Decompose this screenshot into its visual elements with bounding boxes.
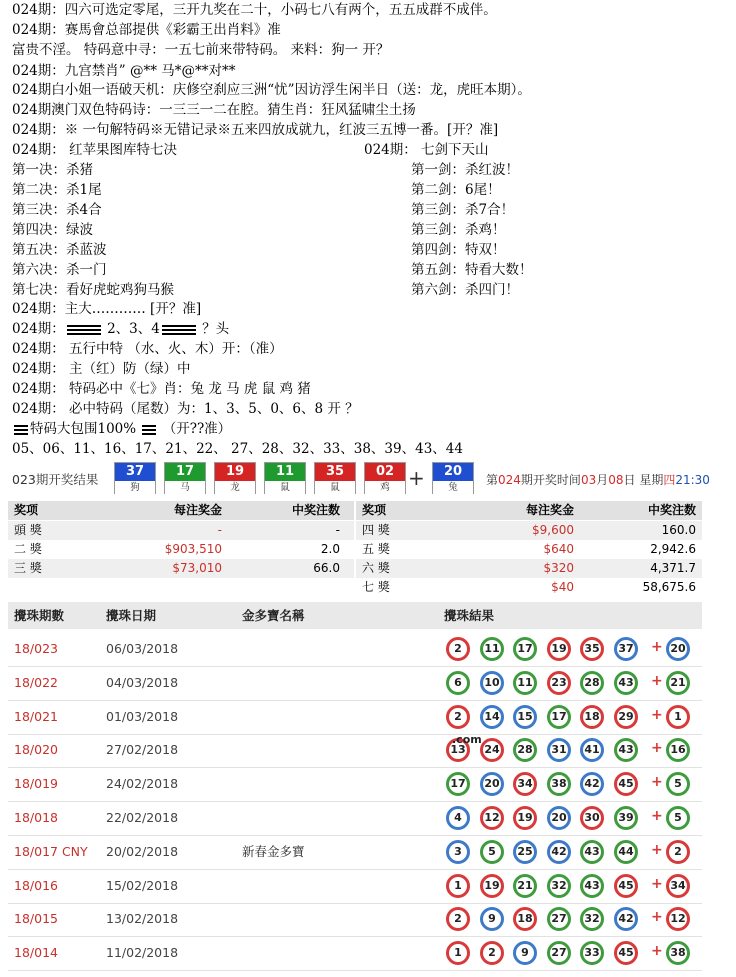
result-ball: 43 <box>614 738 638 762</box>
special-result-ball: 20 <box>666 637 690 661</box>
text-line: 富贵不淫。 特码意中寻：一五七前来带特码。 来料：狗一 开？ <box>12 42 390 58</box>
prize-header-cell: 中奖注数 <box>291 503 340 517</box>
prize-amount: $73,010 <box>172 561 222 575</box>
ball-zodiac: 鸡 <box>365 481 405 494</box>
history-row <box>8 835 702 870</box>
result-ball: 2 <box>446 907 470 931</box>
next-text: 月 <box>596 473 609 487</box>
result-ball: 25 <box>513 840 537 864</box>
result-ball: 30 <box>580 806 604 830</box>
row-period: 18/020 <box>14 742 58 758</box>
right-list-item: 第六剑：杀四门！ <box>411 282 519 298</box>
result-ball: 1 <box>446 874 470 898</box>
row-date: 15/02/2018 <box>106 877 179 893</box>
censor-bar <box>14 425 28 435</box>
history-row <box>8 767 702 802</box>
plus-sign: + <box>651 808 663 824</box>
right-list-item: 第四剑：特双！ <box>411 242 506 258</box>
prize-amount: $903,510 <box>164 542 222 556</box>
result-ball: 2 <box>446 705 470 729</box>
result-ball: 43 <box>580 874 604 898</box>
result-ball: 43 <box>580 840 604 864</box>
result-ball: 21 <box>513 874 537 898</box>
left-list-item: 第五决：杀蓝波 <box>12 242 107 258</box>
row-period: 18/023 <box>14 641 58 656</box>
draw-ball <box>214 462 256 494</box>
prize-name: 四 獎 <box>362 523 390 537</box>
next-period: 024 <box>498 473 521 487</box>
result-ball: 17 <box>513 637 537 661</box>
draw-title: 023期开奖结果 <box>12 472 99 487</box>
text-line: 024期：※ 一句解特码※无错记录※五来四放成就九，红波三五博一番。[开？准] <box>12 122 499 138</box>
special-result-ball: 1 <box>666 705 690 729</box>
prize-header-cell: 每注奖金 <box>525 503 574 517</box>
left-list-item: 第六决：杀一门 <box>12 262 107 278</box>
result-ball: 9 <box>513 941 537 965</box>
result-ball: 29 <box>614 705 638 729</box>
prize-header-cell: 奖项 <box>362 503 387 517</box>
text-line-bao <box>12 419 231 439</box>
special-result-ball: 5 <box>666 772 690 796</box>
ball-number: 02 <box>365 463 405 481</box>
result-ball: 17 <box>547 705 571 729</box>
row-date: 04/03/2018 <box>106 674 179 690</box>
right-column-title: 024期： 七剑下天山 <box>364 142 489 158</box>
result-ball: 34 <box>513 772 537 796</box>
text-line-head <box>12 319 229 339</box>
next-weekday: 四 <box>663 473 676 487</box>
result-ball: 33 <box>580 941 604 965</box>
special-result-ball: 16 <box>666 738 690 762</box>
left-list-item: 第一决：杀猪 <box>12 162 93 178</box>
special-result-ball: 21 <box>666 671 690 695</box>
result-ball: 23 <box>547 671 571 695</box>
plus-sign: + <box>651 706 663 723</box>
text-line: 024期： 主（红）防（绿）中 <box>12 361 191 377</box>
result-ball: 11 <box>513 671 537 695</box>
special-result-ball: 38 <box>666 941 690 965</box>
ball-number: 11 <box>265 463 305 481</box>
history-row <box>8 902 702 937</box>
text-line: 024期白小姐一语破天机：庆修空刹应三洲“忧”因访浮生闲半日（送：龙，虎旺本期）。 <box>12 82 531 98</box>
result-ball: 2 <box>446 637 470 661</box>
next-text: 第 <box>486 473 499 487</box>
header-date: 攪珠日期 <box>106 608 157 623</box>
plus-sign: + <box>651 943 663 960</box>
text-line: 024期澳门双色特码诗：一三三一二在腔。猜生肖：狂风猛啸尘土扬 <box>12 102 416 118</box>
row-period: 18/022 <box>14 674 58 690</box>
result-ball: 32 <box>580 907 604 931</box>
ball-zodiac: 龙 <box>215 481 255 494</box>
draw-ball <box>314 462 356 494</box>
special-result-ball: 5 <box>666 806 690 830</box>
prize-name: 頭 獎 <box>14 523 42 537</box>
bao-note: （开??准） <box>162 421 232 437</box>
result-ball: 31 <box>547 738 571 762</box>
result-ball: 6 <box>446 671 470 695</box>
prize-name: 七 獎 <box>362 580 390 594</box>
prize-row <box>8 559 354 578</box>
result-ball: 37 <box>614 637 638 661</box>
watermark-text: .com <box>452 733 482 746</box>
ball-number: 17 <box>165 463 205 481</box>
plus-sign: + <box>651 774 663 791</box>
prize-row <box>356 540 702 559</box>
text-line: 024期：九宫禁肖” @** 马*@**对** <box>12 63 236 79</box>
history-row <box>8 936 702 971</box>
prize-amount: - <box>217 523 222 537</box>
prize-name: 二 獎 <box>14 542 42 556</box>
row-period: 18/017 CNY <box>14 843 88 859</box>
result-ball: 45 <box>614 941 638 965</box>
result-ball: 19 <box>547 637 571 661</box>
censor-bar <box>142 425 156 435</box>
next-text: 期开奖时间 <box>520 473 581 487</box>
head-numbers: 2、3、4 <box>107 321 160 337</box>
header-name: 金多寶名稱 <box>242 608 305 623</box>
row-date: 13/02/2018 <box>106 911 179 927</box>
result-ball: 1 <box>446 941 470 965</box>
header-period: 攪珠期數 <box>14 608 65 623</box>
plus-sign: + <box>651 875 663 892</box>
result-ball: 18 <box>580 705 604 729</box>
result-ball: 43 <box>614 671 638 695</box>
draw-ball <box>364 462 406 494</box>
ball-number: 20 <box>433 463 473 481</box>
prize-header-cell: 奖项 <box>14 503 39 517</box>
prize-count: 160.0 <box>661 523 696 537</box>
prize-header-cell: 每注奖金 <box>173 503 222 517</box>
text-line: 024期：赛馬會总部提供《彩霸王出肖料》准 <box>12 22 281 38</box>
prize-amount: $9,600 <box>532 523 574 537</box>
ball-zodiac: 狗 <box>115 481 155 494</box>
censor-bar <box>67 325 101 335</box>
special-result-ball: 34 <box>666 874 690 898</box>
draw-ball <box>164 462 206 494</box>
prize-count: 66.0 <box>313 561 340 575</box>
plus-sign: + <box>651 909 663 926</box>
header-result: 攪珠結果 <box>444 608 495 623</box>
prize-name: 六 獎 <box>362 561 390 575</box>
history-row <box>8 801 702 836</box>
row-period: 18/018 <box>14 810 58 825</box>
result-ball: 35 <box>580 637 604 661</box>
left-list-item: 第三决：杀4合 <box>12 202 102 218</box>
ball-zodiac: 鼠 <box>315 481 355 494</box>
ball-number: 37 <box>115 463 155 481</box>
prize-amount: $640 <box>543 542 574 556</box>
history-header <box>8 602 702 629</box>
prize-header-cell: 中奖注数 <box>647 503 696 517</box>
right-list-item: 第二剑：6尾！ <box>411 182 501 198</box>
right-list-item: 第三剑：杀鸡！ <box>411 222 506 238</box>
result-ball: 44 <box>614 840 638 864</box>
line-prefix: 024期： <box>12 321 65 337</box>
prize-amount: $320 <box>543 561 574 575</box>
result-ball: 18 <box>513 907 537 931</box>
ball-zodiac: 马 <box>165 481 205 494</box>
prize-count: 2,942.6 <box>650 542 696 556</box>
result-ball: 11 <box>480 637 504 661</box>
result-ball: 15 <box>513 705 537 729</box>
history-row <box>8 733 702 768</box>
result-ball: 20 <box>547 806 571 830</box>
result-ball: 45 <box>614 874 638 898</box>
result-ball: 28 <box>513 738 537 762</box>
left-list-item: 第七决：看好虎蛇鸡狗马猴 <box>12 282 174 298</box>
result-ball: 14 <box>480 705 504 729</box>
text-line: 024期：主大………… [开？准] <box>12 301 202 317</box>
plus-sign: + <box>408 466 425 490</box>
plus-sign: + <box>651 672 663 689</box>
prize-count: - <box>335 523 340 537</box>
result-ball: 5 <box>480 840 504 864</box>
special-result-ball: 12 <box>666 907 690 931</box>
prize-name: 三 獎 <box>14 561 42 575</box>
row-period: 18/021 <box>14 708 58 724</box>
result-ball: 19 <box>480 874 504 898</box>
result-ball: 28 <box>580 671 604 695</box>
row-date: 22/02/2018 <box>106 810 179 825</box>
result-ball: 27 <box>547 941 571 965</box>
special-result-ball: 2 <box>666 840 690 864</box>
row-name: 新春金多寶 <box>242 843 305 859</box>
plus-sign: + <box>651 639 663 655</box>
prize-row <box>8 540 354 559</box>
prize-header <box>356 501 702 520</box>
row-date: 27/02/2018 <box>106 742 179 758</box>
left-column-title: 024期： 红苹果图库特七决 <box>12 142 178 158</box>
prize-row <box>356 521 702 540</box>
result-ball: 38 <box>547 772 571 796</box>
row-date: 24/02/2018 <box>106 776 179 792</box>
next-draw-info <box>486 471 710 488</box>
plus-sign: + <box>651 740 663 757</box>
prize-name: 五 獎 <box>362 542 390 556</box>
ball-zodiac: 鼠 <box>265 481 305 494</box>
result-ball: 41 <box>580 738 604 762</box>
result-ball: 45 <box>614 772 638 796</box>
result-ball: 42 <box>614 907 638 931</box>
result-ball: 20 <box>480 772 504 796</box>
prize-count: 4,371.7 <box>650 561 696 575</box>
right-list-item: 第三剑：杀7合！ <box>411 202 515 218</box>
result-ball: 27 <box>547 907 571 931</box>
text-line: 024期：四六可选定零尾，三开九奖在二十，小码七八有两个，五五成群不成伴。 <box>12 2 497 18</box>
prize-amount: $40 <box>551 580 574 594</box>
draw-result-strip <box>0 462 736 498</box>
head-suffix: ？头 <box>202 321 230 337</box>
number-list: 05、06、11、16、17、21、22、 27、28、32、33、38、39、43、44 <box>12 441 463 457</box>
result-ball: 12 <box>480 806 504 830</box>
text-line: 024期： 必中特码（尾数）为：1、3、5、0、6、8 开 ？ <box>12 401 359 417</box>
result-ball: 3 <box>446 840 470 864</box>
result-ball: 32 <box>547 874 571 898</box>
row-period: 18/014 <box>14 945 58 961</box>
result-ball: 4 <box>446 806 470 830</box>
right-list-item: 第一剑：杀红波！ <box>411 162 519 178</box>
next-time: 21:30 <box>675 473 710 487</box>
result-ball: 42 <box>580 772 604 796</box>
ball-number: 35 <box>315 463 355 481</box>
row-period: 18/016 <box>14 877 58 893</box>
draw-ball <box>114 462 156 494</box>
history-row <box>8 869 702 904</box>
text-line: 024期： 五行中特 （水、火、木）开：（准） <box>12 341 283 357</box>
result-ball: 9 <box>480 907 504 931</box>
draw-ball <box>264 462 306 494</box>
prize-header <box>8 501 354 520</box>
row-date: 11/02/2018 <box>106 945 179 961</box>
result-ball: 10 <box>480 671 504 695</box>
history-row <box>8 666 702 701</box>
prize-row <box>8 521 354 540</box>
history-row <box>8 632 702 667</box>
prize-count: 2.0 <box>320 542 340 556</box>
plus-sign: + <box>651 841 663 858</box>
result-ball: 19 <box>513 806 537 830</box>
next-text: 日 星期 <box>623 473 664 487</box>
prize-row <box>356 578 702 597</box>
result-ball: 24 <box>480 738 504 762</box>
row-date: 06/03/2018 <box>106 641 179 656</box>
bao-label: 特码大包围100% <box>30 421 137 437</box>
left-list-item: 第四决：绿波 <box>12 222 93 238</box>
prize-count: 58,675.6 <box>642 580 696 594</box>
row-date: 01/03/2018 <box>106 708 179 724</box>
ball-zodiac: 兔 <box>433 481 473 494</box>
row-date: 20/02/2018 <box>106 843 179 859</box>
left-list-item: 第二决：杀1尾 <box>12 182 102 198</box>
prize-row <box>356 559 702 578</box>
right-list-item: 第五剑：特看大数！ <box>411 262 533 278</box>
special-ball <box>432 462 474 494</box>
result-ball: 39 <box>614 806 638 830</box>
result-ball: 2 <box>480 941 504 965</box>
result-ball: 42 <box>547 840 571 864</box>
text-line: 024期： 特码必中《七》肖：兔 龙 马 虎 鼠 鸡 猪 <box>12 381 311 397</box>
result-ball: 13 <box>446 738 470 762</box>
result-ball: 17 <box>446 772 470 796</box>
row-period: 18/015 <box>14 911 58 927</box>
ball-number: 19 <box>215 463 255 481</box>
censor-bar <box>162 325 196 335</box>
next-day: 08 <box>608 473 624 487</box>
next-month: 03 <box>580 473 597 487</box>
row-period: 18/019 <box>14 776 58 792</box>
history-row <box>8 700 702 735</box>
